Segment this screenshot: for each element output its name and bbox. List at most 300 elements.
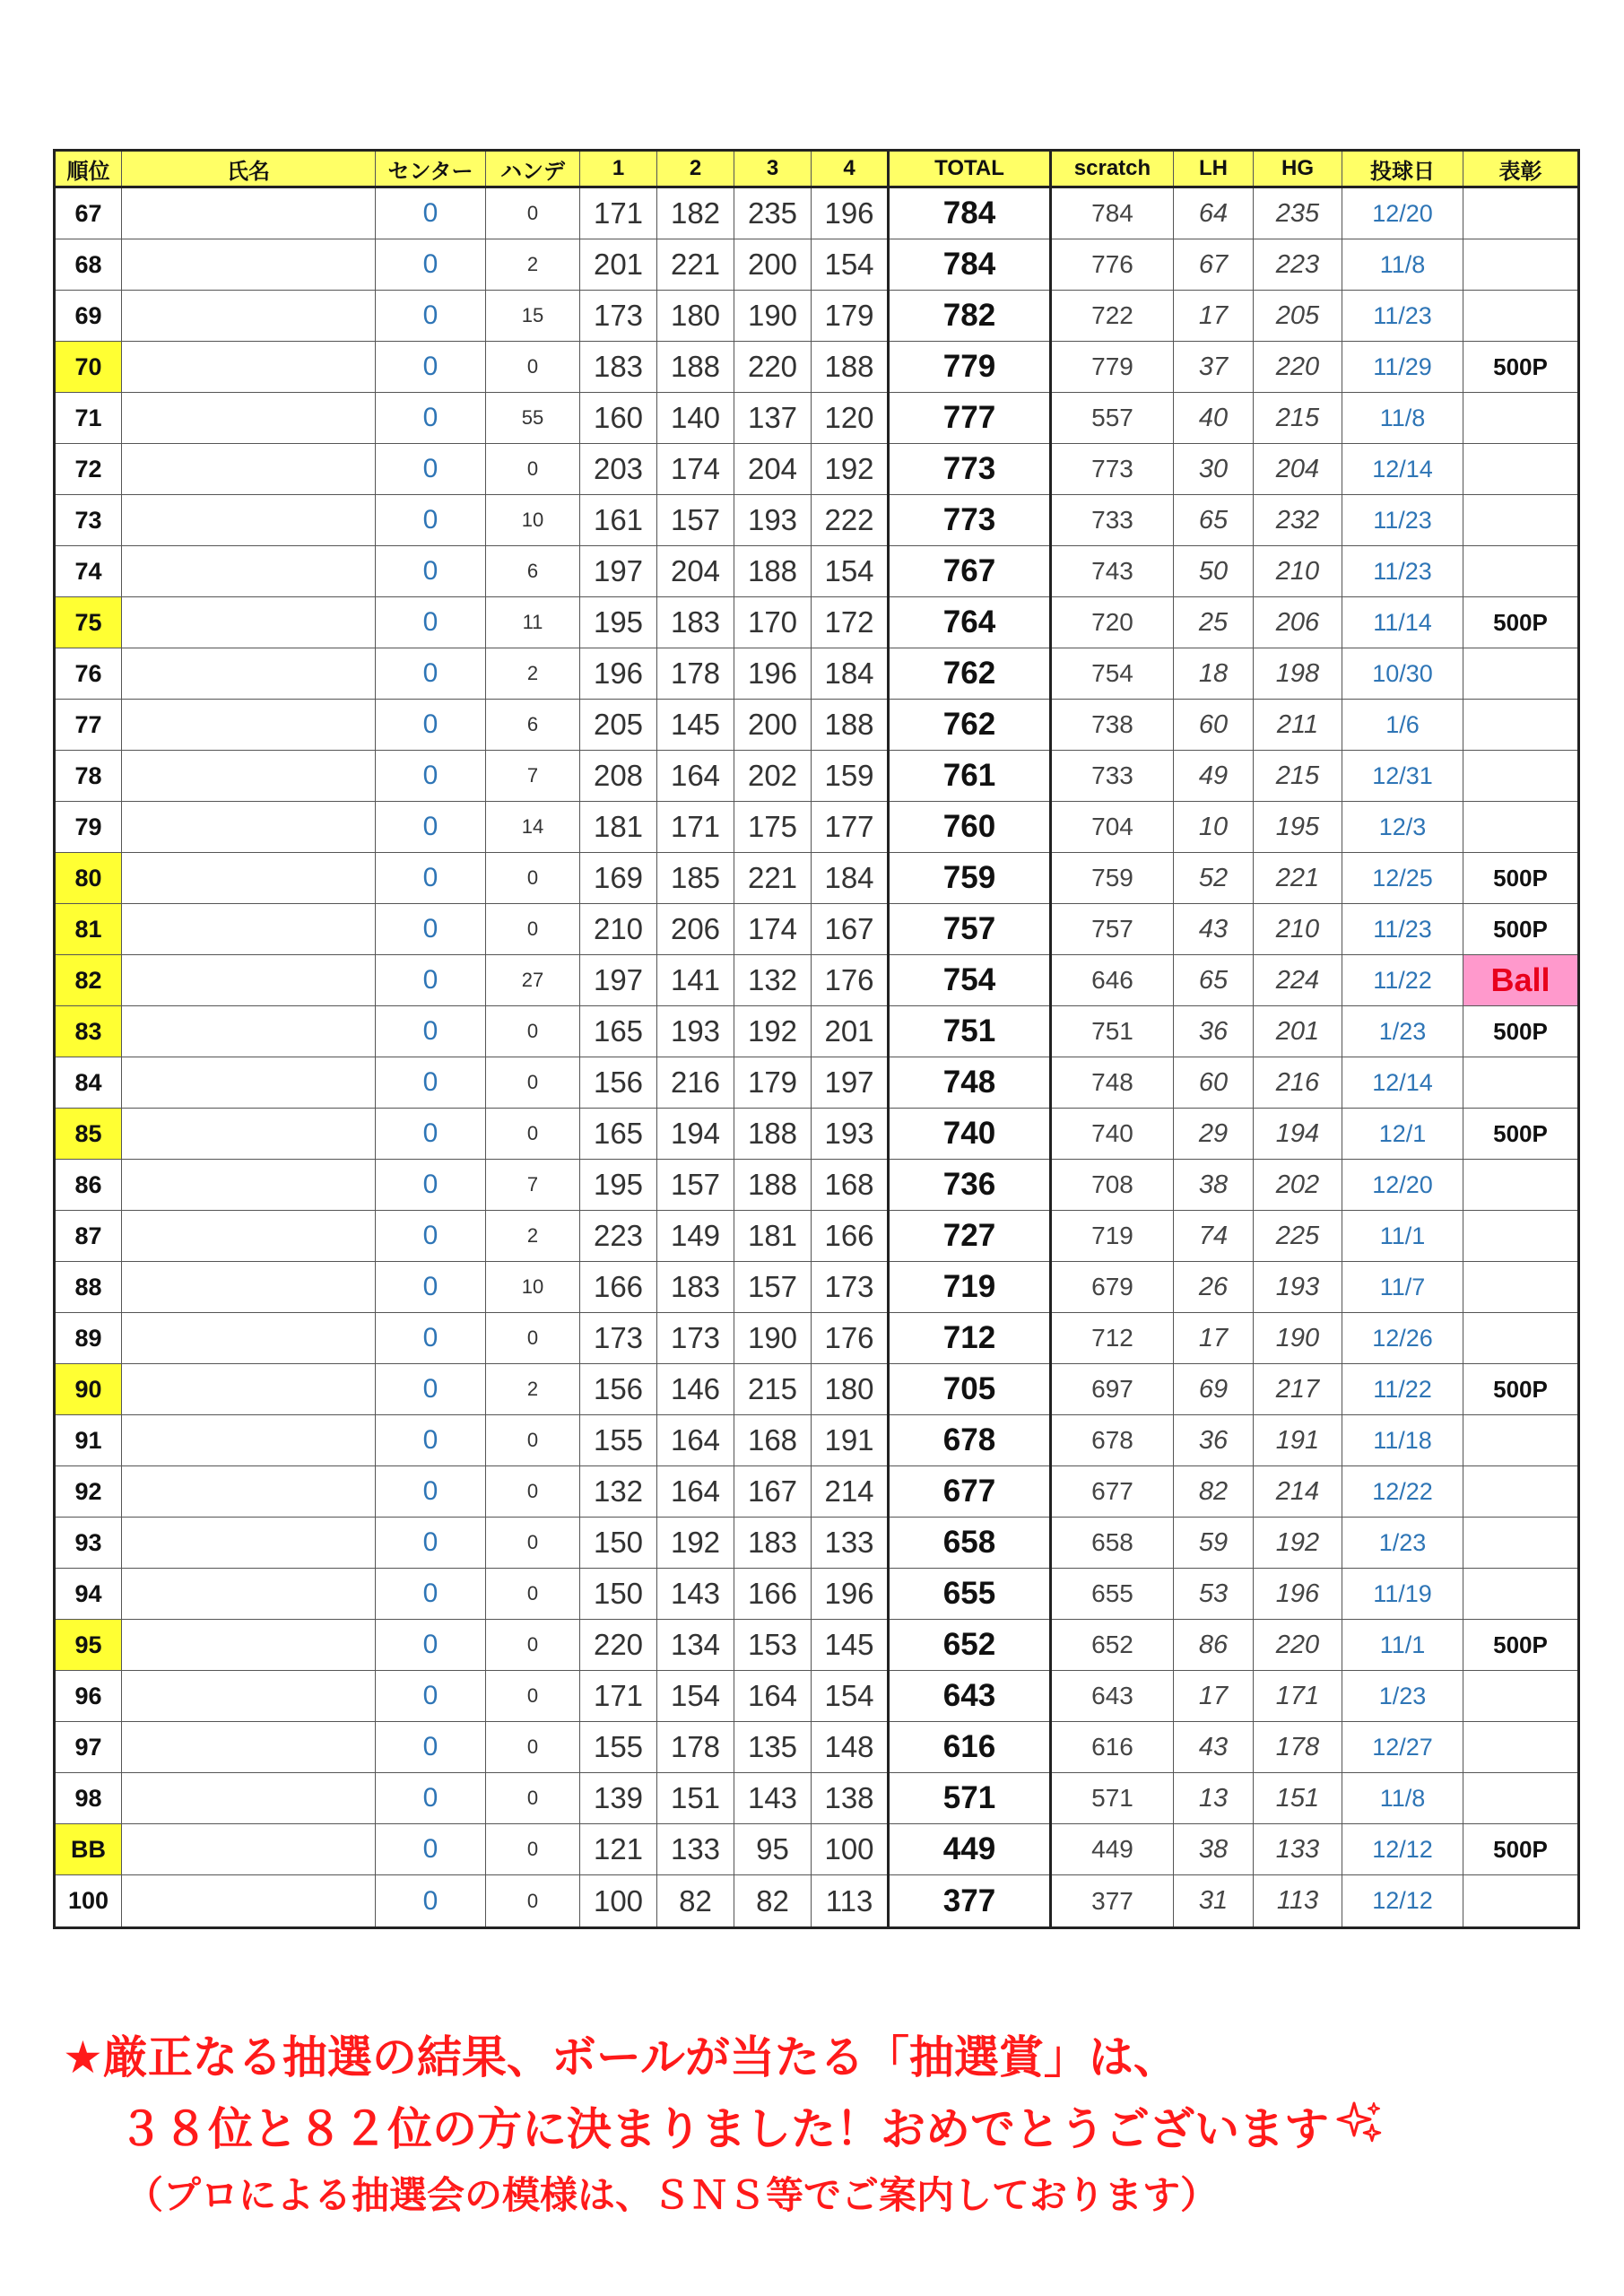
game-1-cell: 197 (580, 955, 657, 1006)
lh-cell: 40 (1174, 393, 1254, 444)
name-cell (122, 597, 376, 648)
game-3-cell: 188 (734, 1109, 812, 1160)
center-cell: 0 (376, 239, 486, 291)
rank-cell: 83 (55, 1006, 122, 1057)
handicap-cell: 2 (486, 648, 580, 700)
handicap-cell: 2 (486, 1211, 580, 1262)
header-hg: HG (1254, 151, 1342, 187)
total-cell: 748 (889, 1057, 1051, 1109)
award-cell (1463, 751, 1579, 802)
game-3-cell: 192 (734, 1006, 812, 1057)
name-cell (122, 1466, 376, 1518)
hg-cell: 201 (1254, 1006, 1342, 1057)
total-cell: 761 (889, 751, 1051, 802)
header-scratch: scratch (1051, 151, 1174, 187)
total-cell: 773 (889, 444, 1051, 495)
rank-cell: 96 (55, 1671, 122, 1722)
date-cell: 11/1 (1342, 1211, 1463, 1262)
center-cell: 0 (376, 495, 486, 546)
award-cell: 500P (1463, 1006, 1579, 1057)
lh-cell: 36 (1174, 1006, 1254, 1057)
name-cell (122, 291, 376, 342)
handicap-cell: 2 (486, 239, 580, 291)
game-1-cell: 195 (580, 597, 657, 648)
game-1-cell: 171 (580, 187, 657, 239)
lh-cell: 86 (1174, 1620, 1254, 1671)
game-3-cell: 167 (734, 1466, 812, 1518)
hg-cell: 196 (1254, 1569, 1342, 1620)
game-1-cell: 160 (580, 393, 657, 444)
lh-cell: 25 (1174, 597, 1254, 648)
game-4-cell: 168 (812, 1160, 889, 1211)
header-game-2: 2 (657, 151, 734, 187)
game-1-cell: 155 (580, 1722, 657, 1773)
award-cell: 500P (1463, 1109, 1579, 1160)
rank-cell: 76 (55, 648, 122, 700)
rank-cell: 70 (55, 342, 122, 393)
game-2-cell: 216 (657, 1057, 734, 1109)
date-cell: 1/23 (1342, 1006, 1463, 1057)
game-4-cell: 120 (812, 393, 889, 444)
total-cell: 784 (889, 187, 1051, 239)
announcement-line-1: ★厳正なる抽選の結果、ボールが当たる「抽選賞」は、 (63, 2031, 1178, 2083)
total-cell: 658 (889, 1518, 1051, 1569)
lh-cell: 67 (1174, 239, 1254, 291)
handicap-cell: 10 (486, 495, 580, 546)
center-cell: 0 (376, 597, 486, 648)
header-lh: LH (1174, 151, 1254, 187)
date-cell: 12/20 (1342, 187, 1463, 239)
scratch-cell: 679 (1051, 1262, 1174, 1313)
center-cell: 0 (376, 1211, 486, 1262)
game-3-cell: 179 (734, 1057, 812, 1109)
center-cell: 0 (376, 1518, 486, 1569)
handicap-cell: 0 (486, 1773, 580, 1824)
name-cell (122, 853, 376, 904)
game-4-cell: 191 (812, 1415, 889, 1466)
name-cell (122, 1773, 376, 1824)
center-cell: 0 (376, 1824, 486, 1875)
lh-cell: 53 (1174, 1569, 1254, 1620)
handicap-cell: 0 (486, 1620, 580, 1671)
award-cell (1463, 1415, 1579, 1466)
name-cell (122, 546, 376, 597)
scratch-cell: 751 (1051, 1006, 1174, 1057)
handicap-cell: 0 (486, 1415, 580, 1466)
name-cell (122, 444, 376, 495)
center-cell: 0 (376, 1773, 486, 1824)
game-3-cell: 181 (734, 1211, 812, 1262)
award-cell: 500P (1463, 904, 1579, 955)
hg-cell: 204 (1254, 444, 1342, 495)
rank-cell: 84 (55, 1057, 122, 1109)
date-cell: 11/22 (1342, 955, 1463, 1006)
game-1-cell: 210 (580, 904, 657, 955)
award-cell: 500P (1463, 853, 1579, 904)
table-row (55, 1722, 1579, 1773)
game-1-cell: 100 (580, 1875, 657, 1928)
game-3-cell: 95 (734, 1824, 812, 1875)
game-2-cell: 157 (657, 1160, 734, 1211)
handicap-cell: 6 (486, 546, 580, 597)
game-1-cell: 150 (580, 1518, 657, 1569)
date-cell: 12/20 (1342, 1160, 1463, 1211)
table-row (55, 1518, 1579, 1569)
rank-cell: 79 (55, 802, 122, 853)
game-3-cell: 168 (734, 1415, 812, 1466)
date-cell: 12/14 (1342, 444, 1463, 495)
game-1-cell: 205 (580, 700, 657, 751)
hg-cell: 215 (1254, 751, 1342, 802)
lh-cell: 49 (1174, 751, 1254, 802)
handicap-cell: 0 (486, 1109, 580, 1160)
table-row (55, 1671, 1579, 1722)
game-1-cell: 150 (580, 1569, 657, 1620)
game-4-cell: 154 (812, 546, 889, 597)
center-cell: 0 (376, 853, 486, 904)
lh-cell: 60 (1174, 1057, 1254, 1109)
rank-cell: 67 (55, 187, 122, 239)
game-2-cell: 183 (657, 597, 734, 648)
header-rank: 順位 (55, 151, 122, 187)
scratch-cell: 748 (1051, 1057, 1174, 1109)
handicap-cell: 0 (486, 342, 580, 393)
award-cell (1463, 1160, 1579, 1211)
game-2-cell: 206 (657, 904, 734, 955)
game-3-cell: 193 (734, 495, 812, 546)
total-cell: 712 (889, 1313, 1051, 1364)
table-row (55, 1057, 1579, 1109)
game-2-cell: 149 (657, 1211, 734, 1262)
game-4-cell: 148 (812, 1722, 889, 1773)
center-cell: 0 (376, 1313, 486, 1364)
table-row (55, 1824, 1579, 1875)
lh-cell: 13 (1174, 1773, 1254, 1824)
game-4-cell: 193 (812, 1109, 889, 1160)
total-cell: 779 (889, 342, 1051, 393)
table-row (55, 1109, 1579, 1160)
scratch-cell: 754 (1051, 648, 1174, 700)
game-1-cell: 196 (580, 648, 657, 700)
handicap-cell: 0 (486, 1569, 580, 1620)
date-cell: 11/23 (1342, 495, 1463, 546)
header-date: 投球日 (1342, 151, 1463, 187)
total-cell: 762 (889, 700, 1051, 751)
hg-cell: 220 (1254, 342, 1342, 393)
rank-cell: 71 (55, 393, 122, 444)
total-cell: 754 (889, 955, 1051, 1006)
header-name: 氏名 (122, 151, 376, 187)
handicap-cell: 0 (486, 1006, 580, 1057)
name-cell (122, 393, 376, 444)
game-2-cell: 82 (657, 1875, 734, 1928)
game-4-cell: 113 (812, 1875, 889, 1928)
table-row (55, 1006, 1579, 1057)
name-cell (122, 700, 376, 751)
scratch-cell: 757 (1051, 904, 1174, 955)
game-1-cell: 195 (580, 1160, 657, 1211)
table-row (55, 546, 1579, 597)
date-cell: 11/8 (1342, 1773, 1463, 1824)
table-row (55, 648, 1579, 700)
lh-cell: 82 (1174, 1466, 1254, 1518)
lh-cell: 38 (1174, 1824, 1254, 1875)
date-cell: 12/27 (1342, 1722, 1463, 1773)
date-cell: 1/23 (1342, 1671, 1463, 1722)
game-4-cell: 176 (812, 1313, 889, 1364)
table-row (55, 802, 1579, 853)
hg-cell: 190 (1254, 1313, 1342, 1364)
game-3-cell: 235 (734, 187, 812, 239)
name-cell (122, 342, 376, 393)
scratch-cell: 719 (1051, 1211, 1174, 1262)
game-4-cell: 222 (812, 495, 889, 546)
table-row (55, 187, 1579, 239)
award-cell (1463, 802, 1579, 853)
name-cell (122, 1415, 376, 1466)
lh-cell: 37 (1174, 342, 1254, 393)
award-cell (1463, 1262, 1579, 1313)
scratch-cell: 658 (1051, 1518, 1174, 1569)
game-3-cell: 132 (734, 955, 812, 1006)
table-row (55, 904, 1579, 955)
scratch-cell: 776 (1051, 239, 1174, 291)
game-1-cell: 156 (580, 1057, 657, 1109)
center-cell: 0 (376, 1466, 486, 1518)
handicap-cell: 15 (486, 291, 580, 342)
rank-cell: 85 (55, 1109, 122, 1160)
scratch-cell: 677 (1051, 1466, 1174, 1518)
scratch-cell: 652 (1051, 1620, 1174, 1671)
game-4-cell: 197 (812, 1057, 889, 1109)
center-cell: 0 (376, 291, 486, 342)
rank-cell: 68 (55, 239, 122, 291)
game-1-cell: 181 (580, 802, 657, 853)
game-2-cell: 221 (657, 239, 734, 291)
game-2-cell: 143 (657, 1569, 734, 1620)
rank-cell: 92 (55, 1466, 122, 1518)
rank-cell: 74 (55, 546, 122, 597)
center-cell: 0 (376, 1620, 486, 1671)
center-cell: 0 (376, 751, 486, 802)
game-1-cell: 201 (580, 239, 657, 291)
date-cell: 12/31 (1342, 751, 1463, 802)
lh-cell: 31 (1174, 1875, 1254, 1928)
game-4-cell: 138 (812, 1773, 889, 1824)
announcement-line-3: （プロによる抽選会の模様は、ＳＮＳ等でご案内しております） (126, 2173, 1219, 2217)
hg-cell: 210 (1254, 546, 1342, 597)
center-cell: 0 (376, 1262, 486, 1313)
hg-cell: 216 (1254, 1057, 1342, 1109)
award-cell (1463, 1671, 1579, 1722)
game-2-cell: 204 (657, 546, 734, 597)
lh-cell: 17 (1174, 1671, 1254, 1722)
game-2-cell: 183 (657, 1262, 734, 1313)
lh-cell: 50 (1174, 546, 1254, 597)
handicap-cell: 0 (486, 1671, 580, 1722)
rank-cell: 77 (55, 700, 122, 751)
rank-cell: 93 (55, 1518, 122, 1569)
game-4-cell: 192 (812, 444, 889, 495)
ranking-table (53, 149, 1580, 1929)
game-2-cell: 157 (657, 495, 734, 546)
game-2-cell: 193 (657, 1006, 734, 1057)
game-1-cell: 121 (580, 1824, 657, 1875)
hg-cell: 214 (1254, 1466, 1342, 1518)
hg-cell: 235 (1254, 187, 1342, 239)
game-2-cell: 145 (657, 700, 734, 751)
game-2-cell: 182 (657, 187, 734, 239)
rank-cell: 98 (55, 1773, 122, 1824)
game-2-cell: 164 (657, 1466, 734, 1518)
date-cell: 12/12 (1342, 1875, 1463, 1928)
hg-cell: 210 (1254, 904, 1342, 955)
handicap-cell: 0 (486, 1313, 580, 1364)
name-cell (122, 495, 376, 546)
center-cell: 0 (376, 444, 486, 495)
center-cell: 0 (376, 393, 486, 444)
rank-cell: 97 (55, 1722, 122, 1773)
date-cell: 11/29 (1342, 342, 1463, 393)
total-cell: 736 (889, 1160, 1051, 1211)
table-row (55, 1569, 1579, 1620)
total-cell: 678 (889, 1415, 1051, 1466)
award-cell (1463, 393, 1579, 444)
name-cell (122, 1211, 376, 1262)
total-cell: 762 (889, 648, 1051, 700)
lh-cell: 43 (1174, 1722, 1254, 1773)
award-cell: 500P (1463, 1824, 1579, 1875)
hg-cell: 202 (1254, 1160, 1342, 1211)
date-cell: 12/12 (1342, 1824, 1463, 1875)
total-cell: 773 (889, 495, 1051, 546)
game-4-cell: 176 (812, 955, 889, 1006)
award-cell (1463, 1569, 1579, 1620)
date-cell: 11/7 (1342, 1262, 1463, 1313)
center-cell: 0 (376, 955, 486, 1006)
rank-cell: 89 (55, 1313, 122, 1364)
scratch-cell: 708 (1051, 1160, 1174, 1211)
game-2-cell: 180 (657, 291, 734, 342)
total-cell: 643 (889, 1671, 1051, 1722)
scratch-cell: 616 (1051, 1722, 1174, 1773)
game-4-cell: 145 (812, 1620, 889, 1671)
date-cell: 11/23 (1342, 546, 1463, 597)
table-row (55, 1313, 1579, 1364)
game-4-cell: 196 (812, 187, 889, 239)
handicap-cell: 27 (486, 955, 580, 1006)
name-cell (122, 1569, 376, 1620)
table-row (55, 955, 1579, 1006)
game-2-cell: 171 (657, 802, 734, 853)
game-4-cell: 173 (812, 1262, 889, 1313)
name-cell (122, 1722, 376, 1773)
rank-cell: 95 (55, 1620, 122, 1671)
game-3-cell: 204 (734, 444, 812, 495)
center-cell: 0 (376, 700, 486, 751)
total-cell: 764 (889, 597, 1051, 648)
center-cell: 0 (376, 342, 486, 393)
game-3-cell: 200 (734, 700, 812, 751)
handicap-cell: 0 (486, 1824, 580, 1875)
award-cell (1463, 1773, 1579, 1824)
date-cell: 10/30 (1342, 648, 1463, 700)
game-2-cell: 140 (657, 393, 734, 444)
name-cell (122, 239, 376, 291)
rank-cell: 86 (55, 1160, 122, 1211)
scratch-cell: 678 (1051, 1415, 1174, 1466)
name-cell (122, 802, 376, 853)
lh-cell: 64 (1174, 187, 1254, 239)
date-cell: 11/8 (1342, 239, 1463, 291)
award-cell (1463, 239, 1579, 291)
award-cell (1463, 1057, 1579, 1109)
handicap-cell: 2 (486, 1364, 580, 1415)
table-row (55, 393, 1579, 444)
handicap-cell: 0 (486, 1518, 580, 1569)
table-row (55, 597, 1579, 648)
game-3-cell: 215 (734, 1364, 812, 1415)
game-3-cell: 188 (734, 546, 812, 597)
game-2-cell: 173 (657, 1313, 734, 1364)
handicap-cell: 0 (486, 1875, 580, 1928)
hg-cell: 215 (1254, 393, 1342, 444)
game-3-cell: 143 (734, 1773, 812, 1824)
center-cell: 0 (376, 904, 486, 955)
total-cell: 377 (889, 1875, 1051, 1928)
date-cell: 11/23 (1342, 904, 1463, 955)
game-3-cell: 82 (734, 1875, 812, 1928)
date-cell: 12/25 (1342, 853, 1463, 904)
scratch-cell: 704 (1051, 802, 1174, 853)
award-cell (1463, 1466, 1579, 1518)
game-1-cell: 139 (580, 1773, 657, 1824)
handicap-cell: 6 (486, 700, 580, 751)
header-center: センター (376, 151, 486, 187)
table-row (55, 239, 1579, 291)
handicap-cell: 0 (486, 1466, 580, 1518)
rank-cell: BB (55, 1824, 122, 1875)
hg-cell: 133 (1254, 1824, 1342, 1875)
game-3-cell: 157 (734, 1262, 812, 1313)
date-cell: 12/22 (1342, 1466, 1463, 1518)
total-cell: 655 (889, 1569, 1051, 1620)
hg-cell: 171 (1254, 1671, 1342, 1722)
award-cell: 500P (1463, 1620, 1579, 1671)
scratch-cell: 759 (1051, 853, 1174, 904)
game-2-cell: 188 (657, 342, 734, 393)
award-cell (1463, 291, 1579, 342)
rank-cell: 82 (55, 955, 122, 1006)
scratch-cell: 733 (1051, 751, 1174, 802)
game-3-cell: 175 (734, 802, 812, 853)
handicap-cell: 0 (486, 1722, 580, 1773)
game-3-cell: 200 (734, 239, 812, 291)
scratch-cell: 571 (1051, 1773, 1174, 1824)
total-cell: 782 (889, 291, 1051, 342)
game-3-cell: 196 (734, 648, 812, 700)
game-2-cell: 178 (657, 648, 734, 700)
award-cell: 500P (1463, 1364, 1579, 1415)
game-4-cell: 188 (812, 342, 889, 393)
center-cell: 0 (376, 1875, 486, 1928)
award-cell (1463, 1211, 1579, 1262)
game-4-cell: 167 (812, 904, 889, 955)
total-cell: 784 (889, 239, 1051, 291)
handicap-cell: 14 (486, 802, 580, 853)
game-3-cell: 153 (734, 1620, 812, 1671)
rank-cell: 69 (55, 291, 122, 342)
